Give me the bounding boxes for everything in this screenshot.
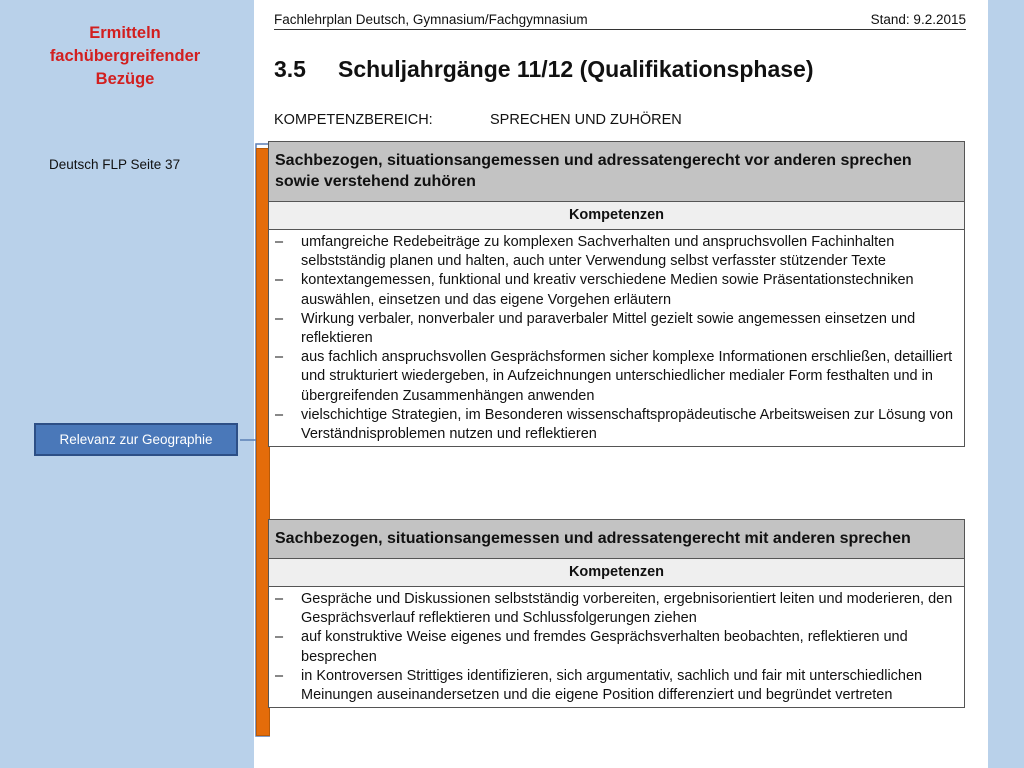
competence-area-label: KOMPETENZBEREICH: (274, 112, 433, 128)
section-heading (274, 56, 813, 83)
competence-block-1 (268, 141, 965, 447)
list-item-text: Wirkung verbaler, nonverbaler und paraverbaler Mittel gezielt sowie angemessen einsetzen und reflektieren (301, 310, 916, 347)
list-item (275, 628, 956, 666)
section-number: 3.5 (274, 56, 306, 82)
list-item (275, 667, 956, 705)
block-subheading: Kompetenzen (269, 559, 964, 587)
competence-block-2 (268, 519, 965, 708)
dash-bullet: – (275, 406, 284, 423)
section-title: Schuljahrgänge 11/12 (Qualifikationsphase) (338, 56, 814, 82)
list-item-text: auf konstruktive Weise eigenes und fremdes Gesprächsverhalten beobachten, reflektieren und besprechen (301, 629, 908, 665)
document-header-date: Stand: 9.2.2015 (870, 12, 966, 27)
list-item (275, 590, 956, 628)
block-heading: Sachbezogen, situationsangemessen und adressatengerecht mit anderen sprechen (269, 520, 964, 559)
dash-bullet: – (275, 310, 284, 327)
list-item-text: kontextangemessen, funktional und kreativ verschiedene Medien sowie Präsentationstechniken auswählen, einsetzen und das eigene Vorgehen erläutern (301, 272, 914, 308)
dash-bullet: – (275, 349, 284, 366)
document-header-title: Fachlehrplan Deutsch, Gymnasium/Fachgymnasium (274, 12, 588, 27)
source-reference: Deutsch FLP Seite 37 (49, 157, 181, 172)
list-item-text: umfangreiche Redebeiträge zu komplexen Sachverhalten und anspruchsvollen Fachinhalten selbstständig planen und halten, auch unter Verwendung selbst verfasster stützender Texte (301, 234, 895, 270)
dash-bullet: – (275, 667, 284, 684)
slide-title-line: Bezüge (95, 70, 155, 88)
slide-title-line: fachübergreifender (49, 47, 201, 65)
list-item (275, 406, 956, 444)
competence-area (274, 112, 682, 128)
block-heading: Sachbezogen, situationsangemessen und adressatengerecht vor anderen sprechen sowie verstehend zuhören (269, 142, 964, 202)
competence-area-value: SPRECHEN UND ZUHÖREN (490, 112, 682, 128)
dash-bullet: – (275, 629, 284, 646)
slide-title-line: Ermitteln (89, 24, 161, 42)
competence-list (269, 587, 964, 707)
list-item-text: in Kontroversen Strittiges identifizieren, sich argumentativ, sachlich und fair mit unterschiedlichen Meinungen auseinandersetzen und die eigene Position differenziert und begründet vertreten (301, 667, 923, 704)
list-item-text: Gespräche und Diskussionen selbstständig vorbereiten, ergebnisorientiert leiten und moderieren, den Gesprächsverlauf reflektieren und Schlussfolgerungen ziehen (301, 591, 953, 627)
list-item (275, 233, 956, 271)
dash-bullet: – (275, 234, 284, 250)
document-header (274, 12, 966, 30)
competence-list (269, 230, 964, 446)
list-item (275, 271, 956, 309)
dash-bullet: – (275, 272, 284, 289)
dash-bullet: – (275, 591, 284, 607)
block-subheading: Kompetenzen (269, 202, 964, 230)
list-item (275, 310, 956, 348)
list-item (275, 348, 956, 406)
list-item-text: vielschichtige Strategien, im Besonderen wissenschaftspropädeutische Arbeitsweisen zur Lösung von Verständnisproblemen nutzen und reflektieren (301, 406, 954, 443)
list-item-text: aus fachlich anspruchsvollen Gesprächsformen sicher komplexe Informationen erschließen, detailliert und strukturiert wiedergeben, in Aufzeichnungen unterschiedlicher medialer Form festhalten und in übergreifenden Zusammenhängen anwenden (301, 349, 953, 404)
relevance-button[interactable]: Relevanz zur Geographie (34, 423, 238, 456)
